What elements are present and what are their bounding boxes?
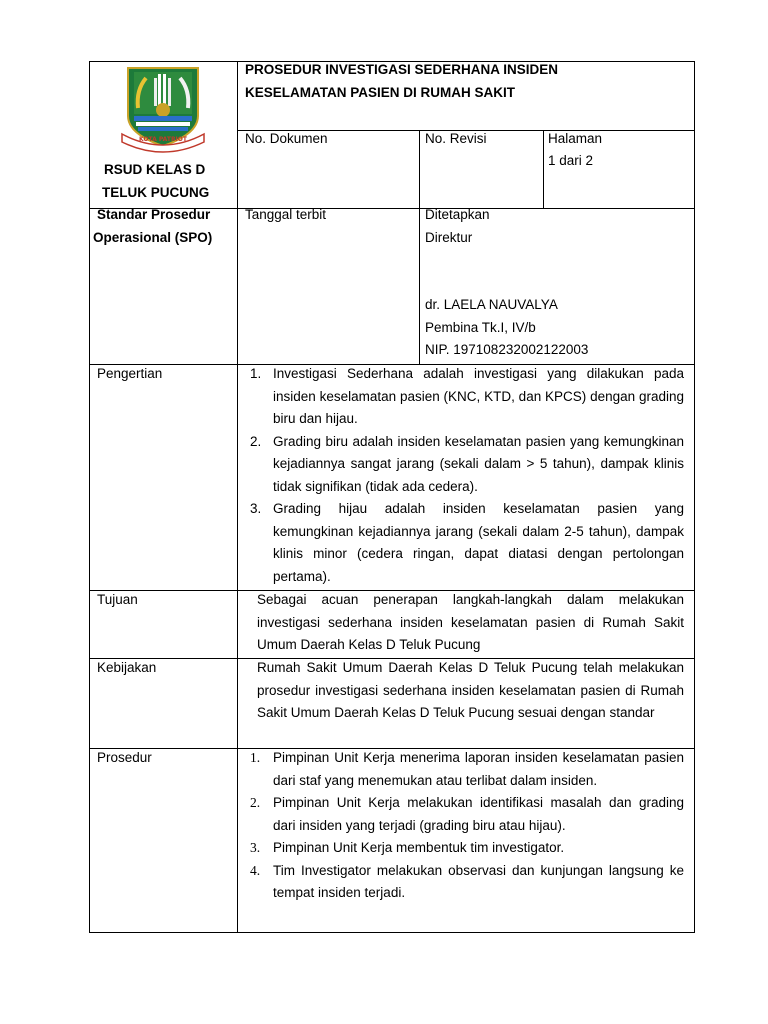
halaman-label: Halaman bbox=[548, 131, 603, 146]
kebijakan-text: Rumah Sakit Umum Daerah Kelas D Teluk Pucung telah melakukan prosedur investigasi sederhana insiden keselamatan pasien di Rumah Sakit Umum Daerah Kelas D Teluk Pucung sesuai dengan standar bbox=[257, 660, 684, 720]
direktur-label: Direktur bbox=[425, 230, 473, 245]
ditetapkan-label: Ditetapkan bbox=[425, 207, 490, 222]
list-item: 4. Tim Investigator melakukan observasi dan kunjungan langsung ke tempat insiden terjadi. bbox=[250, 862, 684, 900]
tujuan-text: Sebagai acuan penerapan langkah-langkah dalam melakukan investigasi sederhana insiden keselamatan pasien di Rumah Sakit Umum Daerah Kelas D Teluk Pucung bbox=[257, 592, 684, 652]
halaman-value: 1 dari 2 bbox=[548, 153, 594, 168]
director-nip: NIP. 197108232002122003 bbox=[425, 342, 589, 357]
list-item: 2. Pimpinan Unit Kerja melakukan identifikasi masalah dan grading dari insiden yang terjadi (grading biru atau hijau). bbox=[250, 795, 684, 833]
list-item: 2. Grading biru adalah insiden keselamatan pasien yang kemungkinan kejadiannya sangat jarang (sekali dalam > 5 tahun), dampak klinis tidak signifikan (tidak ada cedera). bbox=[250, 433, 684, 494]
tujuan-label: Tujuan bbox=[97, 592, 138, 607]
hospital-logo bbox=[118, 64, 208, 154]
pengertian-label: Pengertian bbox=[97, 366, 163, 381]
list-item: 3. Pimpinan Unit Kerja membentuk tim investigator. bbox=[250, 840, 565, 855]
director-rank: Pembina Tk.I, IV/b bbox=[425, 320, 536, 335]
prosedur-list bbox=[237, 747, 684, 905]
logo-motto: KOTA PATRIOT bbox=[138, 136, 187, 143]
spo-label-line2: Operasional (SPO) bbox=[93, 230, 213, 245]
director-name: dr. LAELA NAUVALYA bbox=[425, 297, 558, 312]
pengertian-list bbox=[237, 363, 684, 588]
spo-label-line1: Standar Prosedur bbox=[97, 207, 211, 222]
hospital-name-line2: TELUK PUCUNG bbox=[102, 185, 210, 200]
hospital-name-line1: RSUD KELAS D bbox=[104, 162, 206, 177]
no-dokumen-label: No. Dokumen bbox=[245, 131, 328, 146]
prosedur-label: Prosedur bbox=[97, 750, 152, 765]
document-title-line1: PROSEDUR INVESTIGASI SEDERHANA INSIDEN bbox=[245, 62, 559, 77]
list-item: 1. Investigasi Sederhana adalah investigasi yang dilakukan pada insiden keselamatan pasien (KNC, KTD, dan KPCS) dengan grading biru dan hijau. bbox=[250, 366, 684, 426]
document-title-line2: KESELAMATAN PASIEN DI RUMAH SAKIT bbox=[245, 85, 515, 100]
kebijakan-label: Kebijakan bbox=[97, 660, 157, 675]
list-item: 3. Grading hijau adalah insiden keselamatan pasien yang kemungkinan kejadiannya jarang (sekali dalam 2-5 tahun), dampak klinis minor (cedera ringan, dapat diatasi dengan pertolongan pertama). bbox=[250, 501, 684, 584]
no-revisi-label: No. Revisi bbox=[425, 131, 487, 146]
list-item: 1. Pimpinan Unit Kerja menerima laporan insiden keselamatan pasien dari staf yang menemukan atau terlibat dalam insiden. bbox=[250, 750, 684, 788]
tanggal-terbit-label: Tanggal terbit bbox=[245, 207, 327, 222]
